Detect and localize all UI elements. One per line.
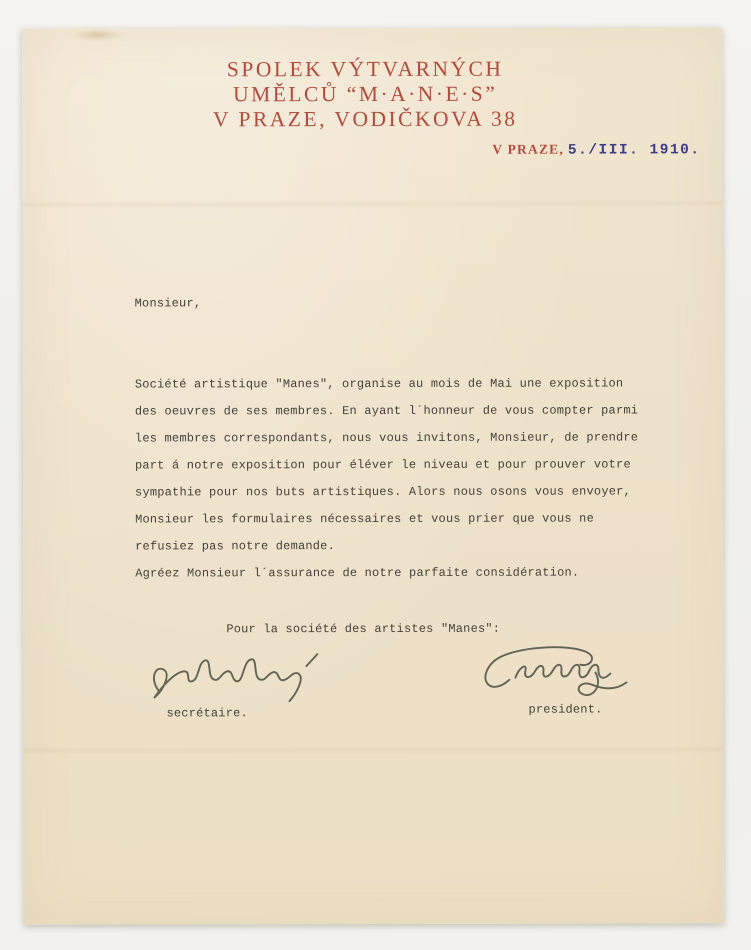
dateline <box>492 140 712 158</box>
body-line: part á notre exposition pour éléver le niveau et pour prouver votre <box>134 457 631 473</box>
body-line: sympathie pour nos buts artistiques. Alors nous osons vous envoyer, <box>135 484 631 500</box>
secretary-role-label: secrétaire. <box>166 706 248 721</box>
body-line: des oeuvres de ses membres. En ayant l´honneur de vous compter parmi <box>134 403 639 419</box>
body-line: Agréez Monsieur l´assurance de notre parfaite considération. <box>135 565 580 581</box>
letter-paper <box>22 27 724 924</box>
fold-crease <box>24 745 724 754</box>
salutation: Monsieur, <box>134 296 202 311</box>
president-role-label: president. <box>528 702 603 717</box>
letter-body <box>135 370 639 587</box>
closing-line: Pour la société des artistes "Manes": <box>226 621 501 637</box>
signature-block-secretary <box>146 650 356 721</box>
dateline-place: V PRAZE, <box>492 141 564 157</box>
body-line: Société artistique "Manes", organise au mois de Mai une exposition <box>134 376 624 392</box>
body-line: Monsieur les formulaires nécessaires et vous prier que vous ne <box>135 511 594 527</box>
body-line: les membres correspondants, nous vous invitons, Monsieur, de prendre <box>134 430 639 446</box>
fold-crease <box>22 199 722 208</box>
letterhead-line-3: V PRAZE, VODIČKOVA 38 <box>212 106 518 132</box>
letterhead <box>22 56 708 132</box>
dateline-date-stamp: 5./III. 1910. <box>567 142 701 159</box>
signature-block-president <box>473 641 673 717</box>
body-line: refusiez pas notre demande. <box>135 539 336 554</box>
letterhead-line-1: SPOLEK VÝTVARNÝCH <box>226 56 504 82</box>
paper-stain <box>71 30 123 41</box>
letterhead-line-2: UMĚLCŮ “M·A·N·E·S” <box>233 81 498 107</box>
